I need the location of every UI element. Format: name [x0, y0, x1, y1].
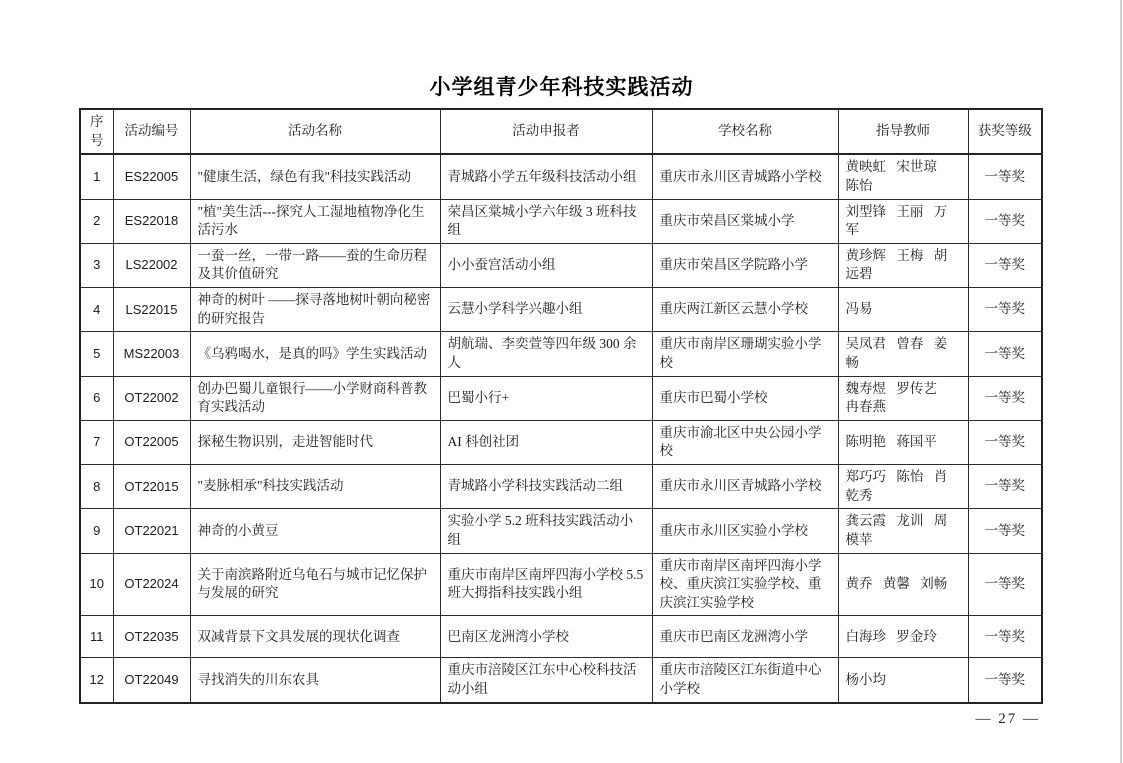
- header-advisors: 指导教师: [838, 109, 968, 154]
- cell-school-name: 重庆市南岸区南坪四海小学校、重庆滨江实验学校、重庆滨江实验学校: [652, 553, 838, 616]
- cell-activity-code: OT22005: [113, 420, 190, 464]
- cell-advisors: 吴凤君 曾春 姜畅: [838, 332, 968, 376]
- cell-applicant: 荣昌区棠城小学六年级 3 班科技组: [440, 199, 652, 243]
- cell-activity-name: 关于南滨路附近乌龟石与城市记忆保护与发展的研究: [190, 553, 440, 616]
- table-row: [80, 616, 1042, 658]
- cell-advisors: 杨小均: [838, 658, 968, 703]
- table-row: [80, 509, 1042, 553]
- table-row: [80, 465, 1042, 509]
- cell-serial-number: 3: [80, 243, 113, 287]
- cell-school-name: 重庆市巴南区龙洲湾小学: [652, 616, 838, 658]
- cell-award-level: 一等奖: [968, 509, 1042, 553]
- cell-award-level: 一等奖: [968, 658, 1042, 703]
- cell-activity-name: 《乌鸦喝水，是真的吗》学生实践活动: [190, 332, 440, 376]
- cell-award-level: 一等奖: [968, 376, 1042, 420]
- cell-advisors: 龚云霞 龙训 周模苹: [838, 509, 968, 553]
- cell-serial-number: 10: [80, 553, 113, 616]
- table-row: [80, 199, 1042, 243]
- cell-activity-code: MS22003: [113, 332, 190, 376]
- header-school-name: 学校名称: [652, 109, 838, 154]
- cell-applicant: 巴南区龙洲湾小学校: [440, 616, 652, 658]
- cell-activity-name: 神奇的树叶 ——探寻落地树叶朝向秘密的研究报告: [190, 288, 440, 332]
- award-table: [79, 108, 1043, 704]
- cell-school-name: 重庆市渝北区中央公园小学校: [652, 420, 838, 464]
- cell-activity-name: "麦脉相承"科技实践活动: [190, 465, 440, 509]
- header-applicant: 活动申报者: [440, 109, 652, 154]
- cell-activity-name: "植"美生活---探究人工湿地植物净化生活污水: [190, 199, 440, 243]
- cell-serial-number: 7: [80, 420, 113, 464]
- cell-activity-code: ES22005: [113, 154, 190, 199]
- cell-school-name: 重庆市荣昌区棠城小学: [652, 199, 838, 243]
- cell-award-level: 一等奖: [968, 465, 1042, 509]
- cell-applicant: 青城路小学五年级科技活动小组: [440, 154, 652, 199]
- cell-applicant: 小小蚕宫活动小组: [440, 243, 652, 287]
- cell-applicant: 云慧小学科学兴趣小组: [440, 288, 652, 332]
- cell-applicant: 巴蜀小行+: [440, 376, 652, 420]
- cell-school-name: 重庆市永川区青城路小学校: [652, 154, 838, 199]
- scan-page-edge: [1120, 0, 1122, 763]
- cell-award-level: 一等奖: [968, 199, 1042, 243]
- cell-applicant: 实验小学 5.2 班科技实践活动小组: [440, 509, 652, 553]
- table-header: [80, 109, 1042, 154]
- cell-serial-number: 2: [80, 199, 113, 243]
- page-number: — 27 —: [975, 711, 1040, 727]
- cell-serial-number: 6: [80, 376, 113, 420]
- cell-serial-number: 4: [80, 288, 113, 332]
- cell-school-name: 重庆两江新区云慧小学校: [652, 288, 838, 332]
- cell-activity-name: 双减背景下文具发展的现状化调查: [190, 616, 440, 658]
- cell-school-name: 重庆市涪陵区江东街道中心小学校: [652, 658, 838, 703]
- table-row: [80, 376, 1042, 420]
- cell-serial-number: 9: [80, 509, 113, 553]
- cell-serial-number: 11: [80, 616, 113, 658]
- cell-advisors: 郑巧巧 陈怡 肖乾秀: [838, 465, 968, 509]
- cell-award-level: 一等奖: [968, 288, 1042, 332]
- table-row: [80, 420, 1042, 464]
- cell-serial-number: 5: [80, 332, 113, 376]
- cell-applicant: 重庆市南岸区南坪四海小学校 5.5 班大拇指科技实践小组: [440, 553, 652, 616]
- cell-advisors: 黄珍辉 王梅 胡远碧: [838, 243, 968, 287]
- cell-school-name: 重庆市巴蜀小学校: [652, 376, 838, 420]
- page-title: 小学组青少年科技实践活动: [429, 76, 694, 99]
- table-row: [80, 658, 1042, 703]
- cell-award-level: 一等奖: [968, 332, 1042, 376]
- header-serial-number: 序号: [80, 109, 113, 154]
- cell-school-name: 重庆市永川区青城路小学校: [652, 465, 838, 509]
- cell-serial-number: 8: [80, 465, 113, 509]
- table-row: [80, 288, 1042, 332]
- cell-serial-number: 12: [80, 658, 113, 703]
- table-row: [80, 553, 1042, 616]
- cell-applicant: 重庆市涪陵区江东中心校科技活动小组: [440, 658, 652, 703]
- cell-activity-code: OT22049: [113, 658, 190, 703]
- header-award-level: 获奖等级: [968, 109, 1042, 154]
- header-activity-name: 活动名称: [190, 109, 440, 154]
- cell-advisors: 白海珍 罗金玲: [838, 616, 968, 658]
- cell-applicant: 青城路小学科技实践活动二组: [440, 465, 652, 509]
- cell-advisors: 刘型锋 王丽 万军: [838, 199, 968, 243]
- cell-activity-code: LS22002: [113, 243, 190, 287]
- cell-school-name: 重庆市南岸区珊瑚实验小学校: [652, 332, 838, 376]
- cell-advisors: 魏寿煜 罗传艺 冉春燕: [838, 376, 968, 420]
- cell-school-name: 重庆市永川区实验小学校: [652, 509, 838, 553]
- table-header-row: [80, 109, 1042, 154]
- cell-activity-name: 神奇的小黄豆: [190, 509, 440, 553]
- cell-activity-code: OT22021: [113, 509, 190, 553]
- cell-activity-name: 寻找消失的川东农具: [190, 658, 440, 703]
- cell-activity-name: "健康生活，绿色有我"科技实践活动: [190, 154, 440, 199]
- cell-advisors: 黄映虹 宋世琼 陈怡: [838, 154, 968, 199]
- cell-activity-name: 探秘生物识别，走进智能时代: [190, 420, 440, 464]
- cell-award-level: 一等奖: [968, 420, 1042, 464]
- cell-applicant: AI 科创社团: [440, 420, 652, 464]
- cell-activity-code: LS22015: [113, 288, 190, 332]
- table-row: [80, 243, 1042, 287]
- cell-activity-code: ES22018: [113, 199, 190, 243]
- cell-award-level: 一等奖: [968, 243, 1042, 287]
- cell-award-level: 一等奖: [968, 154, 1042, 199]
- cell-activity-code: OT22024: [113, 553, 190, 616]
- cell-serial-number: 1: [80, 154, 113, 199]
- cell-activity-code: OT22035: [113, 616, 190, 658]
- table-row: [80, 154, 1042, 199]
- cell-applicant: 胡航瑞、李奕萱等四年级 300 余人: [440, 332, 652, 376]
- cell-school-name: 重庆市荣昌区学院路小学: [652, 243, 838, 287]
- table-row: [80, 332, 1042, 376]
- cell-activity-code: OT22002: [113, 376, 190, 420]
- cell-advisors: 黄乔 黄馨 刘畅: [838, 553, 968, 616]
- header-activity-code: 活动编号: [113, 109, 190, 154]
- table-body: [80, 154, 1042, 702]
- cell-advisors: 陈明艳 蒋国平: [838, 420, 968, 464]
- cell-advisors: 冯易: [838, 288, 968, 332]
- cell-award-level: 一等奖: [968, 616, 1042, 658]
- cell-activity-code: OT22015: [113, 465, 190, 509]
- cell-activity-name: 创办巴蜀儿童银行——小学财商科普教育实践活动: [190, 376, 440, 420]
- cell-activity-name: 一蚕一丝，一带一路——蚕的生命历程及其价值研究: [190, 243, 440, 287]
- cell-award-level: 一等奖: [968, 553, 1042, 616]
